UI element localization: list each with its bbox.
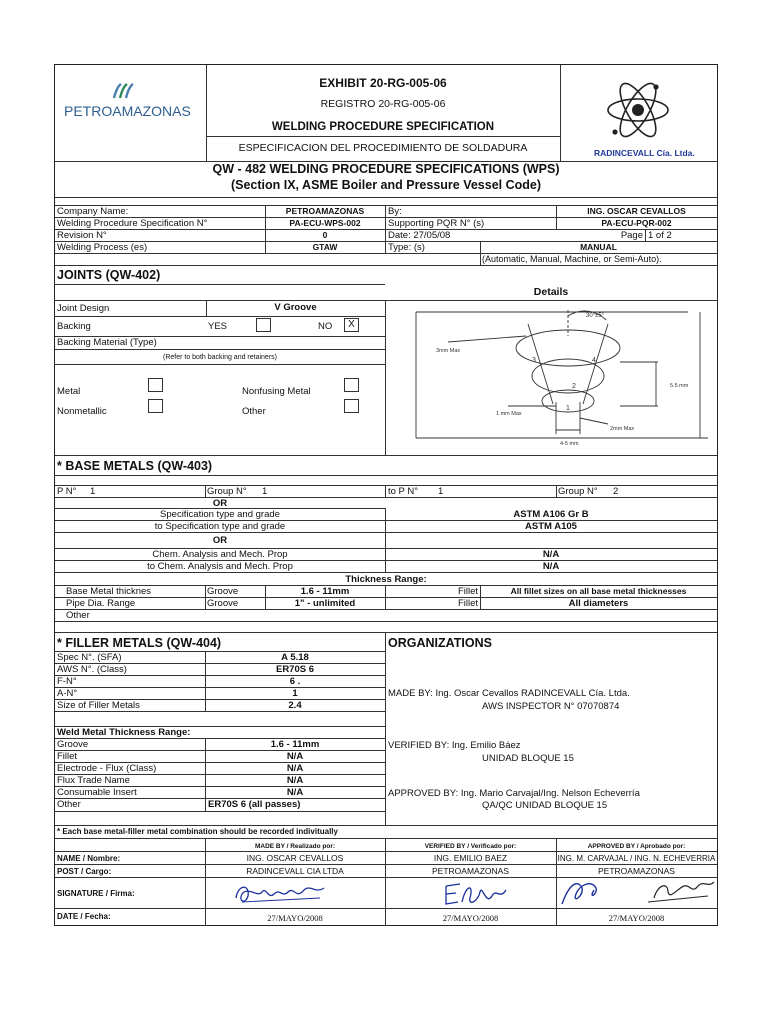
spec-label: Specification type and grade — [160, 509, 280, 520]
backing-no-label: NO — [318, 321, 333, 332]
filler-f-label: F-N° — [57, 676, 77, 687]
type-note: (Automatic, Manual, Machine, or Semi-Auto). — [482, 254, 662, 264]
approved-by-date: 27/MAYO/2008 — [608, 913, 665, 923]
base-metals-heading: * BASE METALS (QW-403) — [57, 459, 213, 473]
wps-main-subtitle: (Section IX, ASME Boiler and Pressure Vessel Code) — [230, 178, 542, 192]
by-label: By: — [388, 206, 402, 217]
to-chem-value: N/A — [542, 561, 560, 572]
drawing-1mm-label: 1 mm Max — [496, 411, 522, 417]
insert-label: Consumable Insert — [57, 787, 137, 798]
made-by-text: MADE BY: Ing. Oscar Cevallos RADINCEVALL Cía. Ltda. — [388, 688, 630, 699]
fillet-value-base: All fillet sizes on all base metal thicknesses — [510, 586, 687, 596]
registro-number: REGISTRO 20-RG-005-06 — [320, 98, 446, 110]
fillet-label-pipe: Fillet — [457, 598, 478, 609]
made-by-name: ING. OSCAR CEVALLOS — [246, 853, 344, 863]
to-group-label: Group N° — [558, 486, 598, 497]
verified-by-post: PETROAMAZONAS — [432, 866, 509, 876]
or-separator-2: OR — [212, 535, 228, 546]
combination-note: * Each base metal-filler metal combination should be recorded indivitually — [57, 827, 338, 836]
petroamazonas-logo-icon — [112, 82, 134, 100]
wm-groove-value: 1.6 - 11mm — [270, 739, 320, 750]
name-row-label: NAME / Nombre: — [57, 854, 121, 863]
approved-by-name: ING. M. CARVAJAL / ING. N. ECHEVERRIA — [557, 854, 716, 863]
partner-logo-text: RADINCEVALL Cía. Ltda. — [594, 148, 695, 158]
exhibit-number: EXHIBIT 20-RG-005-06 — [319, 76, 447, 90]
pqr-label: Supporting PQR N° (s) — [388, 218, 485, 229]
other-backing-checkbox[interactable] — [344, 399, 359, 413]
revision-value: 0 — [322, 230, 328, 240]
filler-spec-value: A 5.18 — [281, 652, 309, 663]
drawing-pass-3: 3 — [532, 357, 536, 364]
approved-by-text: APPROVED BY: Ing. Mario Carvajal/Ing. Nelson Echeverría — [388, 788, 640, 799]
drawing-pass-2: 2 — [572, 383, 576, 390]
title-english: WELDING PROCEDURE SPECIFICATION — [271, 121, 495, 133]
date-field: Date: 27/05/08 — [388, 230, 451, 241]
made-by-header: MADE BY / Realizado por: — [254, 843, 336, 850]
flux-value: N/A — [286, 775, 304, 786]
weld-metal-heading: Weld Metal Thickness Range: — [57, 727, 191, 738]
verified-by-signature — [440, 878, 510, 908]
filler-a-value: 1 — [292, 688, 298, 699]
to-pn-label: to P N° — [388, 486, 419, 497]
metal-checkbox[interactable] — [148, 378, 163, 392]
insert-value: N/A — [286, 787, 304, 798]
spec-value: ASTM A106 Gr B — [513, 509, 589, 520]
pn-value: 1 — [90, 486, 96, 497]
joints-heading: JOINTS (QW-402) — [57, 268, 161, 282]
backing-note: (Refer to both backing and retainers) — [162, 354, 277, 361]
wm-groove-label: Groove — [57, 739, 89, 750]
verified-by-header: VERIFIED BY / Verificado por: — [424, 843, 517, 850]
to-chem-label: to Chem. Analysis and Mech. Prop — [147, 561, 293, 572]
joint-detail-drawing — [408, 306, 708, 450]
type-label: Type: (s) — [388, 242, 425, 253]
nonfusing-metal-checkbox[interactable] — [344, 378, 359, 392]
nonmetallic-checkbox[interactable] — [148, 399, 163, 413]
to-pn-value: 1 — [438, 486, 444, 497]
wm-fillet-label: Fillet — [57, 751, 78, 762]
to-spec-label: to Specification type and grade — [154, 521, 286, 532]
title-spanish: ESPECIFICACION DEL PROCEDIMIENTO DE SOLDADURA — [238, 142, 528, 154]
drawing-45mm-label: 4-5 mm — [560, 441, 579, 447]
aws-inspector-text: AWS INSPECTOR N° 07070874 — [482, 701, 620, 712]
or-separator-1: OR — [212, 498, 228, 509]
filler-f-value: 6 . — [289, 676, 301, 687]
group-value: 1 — [262, 486, 268, 497]
wps-number-value: PA-ECU-WPS-002 — [289, 218, 361, 228]
welding-process-label: Welding Process (es) — [57, 242, 148, 253]
nonfusing-metal-label: Nonfusing Metal — [242, 386, 311, 397]
atom-logo-icon — [603, 74, 673, 146]
base-thickness-label: Base Metal thicknes — [66, 586, 152, 597]
base-thickness-value: 1.6 - 11mm — [300, 586, 350, 597]
company-name-label: Company Name: — [57, 206, 129, 217]
chem-label: Chem. Analysis and Mech. Prop — [152, 549, 288, 560]
filler-other-value: ER70S 6 (all passes) — [208, 799, 301, 810]
post-row-label: POST / Cargo: — [57, 867, 112, 876]
verified-by-date: 27/MAYO/2008 — [442, 913, 499, 923]
backing-no-checkbox[interactable]: X — [344, 318, 359, 332]
made-by-date: 27/MAYO/2008 — [267, 913, 323, 923]
organizations-heading: ORGANIZATIONS — [388, 636, 492, 650]
joint-design-value: V Groove — [274, 302, 317, 313]
wps-main-title: QW - 482 WELDING PROCEDURE SPECIFICATIONS (WPS) — [212, 162, 560, 176]
backing-yes-label: YES — [208, 321, 228, 332]
filler-other-label: Other — [57, 799, 81, 810]
fillet-value-pipe: All diameters — [568, 598, 629, 609]
other-backing-label: Other — [242, 406, 266, 417]
other-base-label: Other — [66, 610, 90, 621]
filler-a-label: A-N° — [57, 688, 78, 699]
drawing-55mm-label: 5.5 mm — [670, 383, 689, 389]
welding-process-value: GTAW — [312, 242, 338, 252]
electrode-label: Electrode - Flux (Class) — [57, 763, 157, 774]
approved-by-header: APPROVED BY / Aprobado por: — [587, 843, 686, 850]
drawing-pass-1: 1 — [566, 405, 570, 412]
drawing-3mm-label: 3mm Max — [436, 348, 461, 354]
filler-spec-label: Spec N°. (SFA) — [57, 652, 122, 663]
groove-label-pipe: Groove — [207, 598, 239, 609]
joint-design-label: Joint Design — [57, 303, 110, 314]
wps-number-label: Welding Procedure Specification N° — [57, 218, 208, 229]
drawing-2mm-label: 2mm Max — [610, 426, 635, 432]
approved-by-signature — [558, 874, 718, 910]
filler-aws-value: ER70S 6 — [275, 664, 315, 675]
drawing-pass-4: 4 — [592, 357, 596, 364]
groove-label-base: Groove — [207, 586, 239, 597]
wm-fillet-value: N/A — [286, 751, 304, 762]
verified-by-text: VERIFIED BY: Ing. Emilio Báez — [388, 740, 521, 751]
backing-material-label: Backing Material (Type) — [57, 337, 157, 348]
backing-label: Backing — [57, 321, 91, 332]
verified-by-name: ING. EMILIO BAEZ — [433, 853, 508, 863]
details-label: Details — [533, 286, 569, 298]
made-by-post: RADINCEVALL CIA LTDA — [246, 866, 344, 876]
metal-label: Metal — [57, 386, 81, 397]
thickness-range-label: Thickness Range: — [345, 574, 427, 585]
filler-metals-heading: * FILLER METALS (QW-404) — [57, 636, 222, 650]
pipe-dia-label: Pipe Dia. Range — [66, 598, 136, 609]
approved-unit-text: QA/QC UNIDAD BLOQUE 15 — [482, 800, 608, 811]
flux-label: Flux Trade Name — [57, 775, 130, 786]
group-label: Group N° — [207, 486, 247, 497]
date-row-label: DATE / Fecha: — [57, 912, 111, 921]
approved-by-post: PETROAMAZONAS — [598, 866, 675, 876]
revision-label: Revision N° — [57, 230, 107, 241]
page-label: Page — [620, 230, 643, 241]
filler-size-label: Size of Filler Metals — [57, 700, 140, 711]
company-logo-text: PETROAMAZONAS — [64, 103, 191, 119]
chem-value: N/A — [542, 549, 560, 560]
verified-unit-text: UNIDAD BLOQUE 15 — [482, 753, 574, 764]
signature-row-label: SIGNATURE / Firma: — [57, 889, 135, 898]
by-value: ING. OSCAR CEVALLOS — [587, 206, 686, 216]
to-group-value: 2 — [613, 486, 619, 497]
backing-yes-checkbox[interactable] — [256, 318, 271, 332]
pn-label: P N° — [57, 486, 77, 497]
made-by-signature — [232, 878, 332, 908]
page-value: 1 of 2 — [648, 230, 672, 241]
fillet-label-base: Fillet — [457, 586, 478, 597]
pqr-value: PA-ECU-PQR-002 — [601, 218, 672, 228]
type-value: MANUAL — [580, 242, 617, 252]
filler-size-value: 2.4 — [288, 700, 302, 711]
to-spec-value: ASTM A105 — [525, 521, 577, 532]
electrode-value: N/A — [286, 763, 304, 774]
nonmetallic-label: Nonmetallic — [57, 406, 107, 417]
company-name-value: PETROAMAZONAS — [285, 206, 365, 216]
drawing-angle-label: 30°±5° — [586, 313, 605, 319]
filler-aws-label: AWS N°. (Class) — [57, 664, 127, 675]
pipe-dia-value: 1" - unlimited — [294, 598, 356, 609]
